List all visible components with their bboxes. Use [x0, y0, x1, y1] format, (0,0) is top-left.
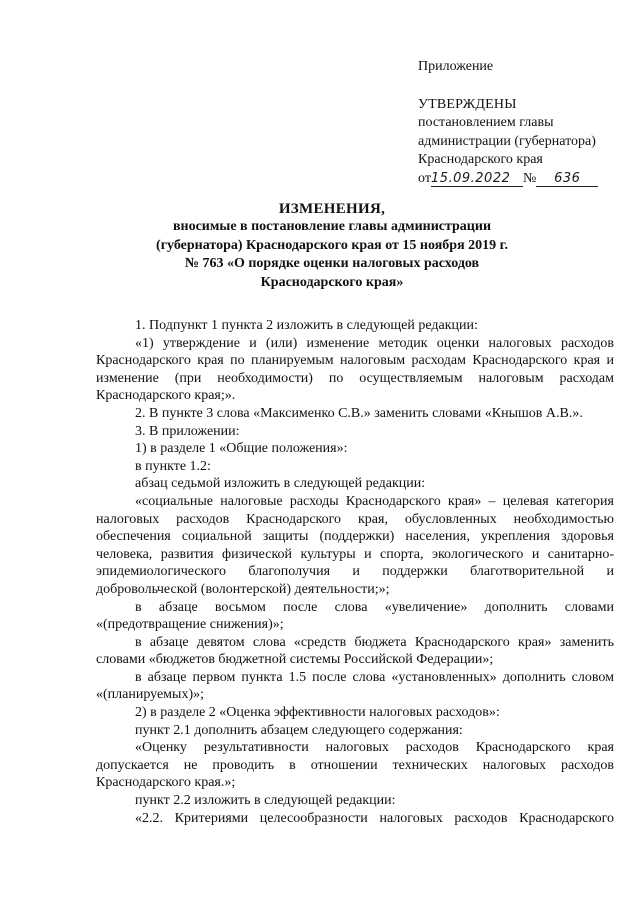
appendix-label: Приложение [418, 59, 494, 74]
number-field [536, 172, 598, 187]
approval-text-line: администрации (губернатора) [418, 133, 596, 149]
handwritten-number: 636 [554, 170, 581, 186]
title-heading: ИЗМЕНЕНИЯ, [278, 201, 386, 217]
title-line: вносимые в постановление главы администрации [172, 219, 492, 235]
paragraph: в абзаце восьмом после слова «увеличение» дополнить словами «(предотвращение снижения)»; [96, 599, 614, 633]
title-line: Краснодарского края» [260, 274, 404, 290]
title-line: (губернатора) Краснодарского края от 15 ноября 2019 г. [156, 237, 508, 253]
approval-text-line: постановлением главы [418, 115, 554, 130]
document-body [96, 317, 614, 827]
document-title [96, 200, 568, 292]
paragraph: 1) в разделе 1 «Общие положения»: [135, 441, 348, 457]
paragraph: 2. В пункте 3 слова «Максименко С.В.» заменить словами «Кнышов А.В.». [135, 405, 583, 421]
paragraph: «Оценку результативности налоговых расходов Краснодарского края допускается не проводить в отношении технических налоговых расходов Краснодарского края.»; [96, 740, 614, 791]
paragraph: 2) в разделе 2 «Оценка эффективности налоговых расходов»: [135, 705, 500, 721]
approval-text-line: Краснодарского края [418, 152, 543, 167]
number-label: № [522, 170, 537, 186]
paragraph: «1) утверждение и (или) изменение методик оценки налоговых расходов Краснодарского края по планируемым налоговым расходам Краснодарского края и изменение (при необходимости) по осуществляемым налоговым расходам Краснодарского края;». [96, 335, 614, 404]
title-line: № 763 «О порядке оценки налоговых расходов [184, 256, 480, 272]
paragraph: «2.2. Критериями целесообразности налоговых расходов Краснодарского [135, 810, 614, 826]
paragraph: пункт 2.1 дополнить абзацем следующего содержания: [135, 722, 463, 738]
paragraph: в абзаце первом пункта 1.5 после слова «установленных» дополнить словом «(планируемых)»; [96, 669, 614, 703]
paragraph: 3. В приложении: [135, 423, 240, 439]
approved-label: УТВЕРЖДЕНЫ [418, 96, 517, 112]
paragraph: 1. Подпункт 1 пункта 2 изложить в следующей редакции: [135, 318, 478, 333]
approval-block [418, 58, 628, 188]
paragraph: в абзаце девятом слова «средств бюджета Краснодарского края» заменить словами «бюджетов бюджетной системы Российской Федерации»; [96, 634, 614, 668]
paragraph: «социальные налоговые расходы Краснодарского края» – целевая категория налоговых расходов Краснодарского края, обусловленных необходимостью обеспечения социальной защиты (поддержки) населения, укрепления здоровья человека, развития физической культуры и спорта, экологического и санитарно-эпидемиологического благополучия и поддержки благотворительной и добровольческой (волонтерской) деятельности;»; [96, 493, 614, 597]
handwritten-date: 15.09.2022 [430, 170, 511, 186]
from-label: от [418, 170, 431, 186]
date-number-line [418, 170, 628, 189]
date-field [431, 172, 523, 187]
paragraph: пункт 2.2 изложить в следующей редакции: [135, 793, 396, 809]
paragraph: в пункте 1.2: [135, 458, 211, 474]
paragraph: абзац седьмой изложить в следующей редакции: [135, 476, 426, 492]
